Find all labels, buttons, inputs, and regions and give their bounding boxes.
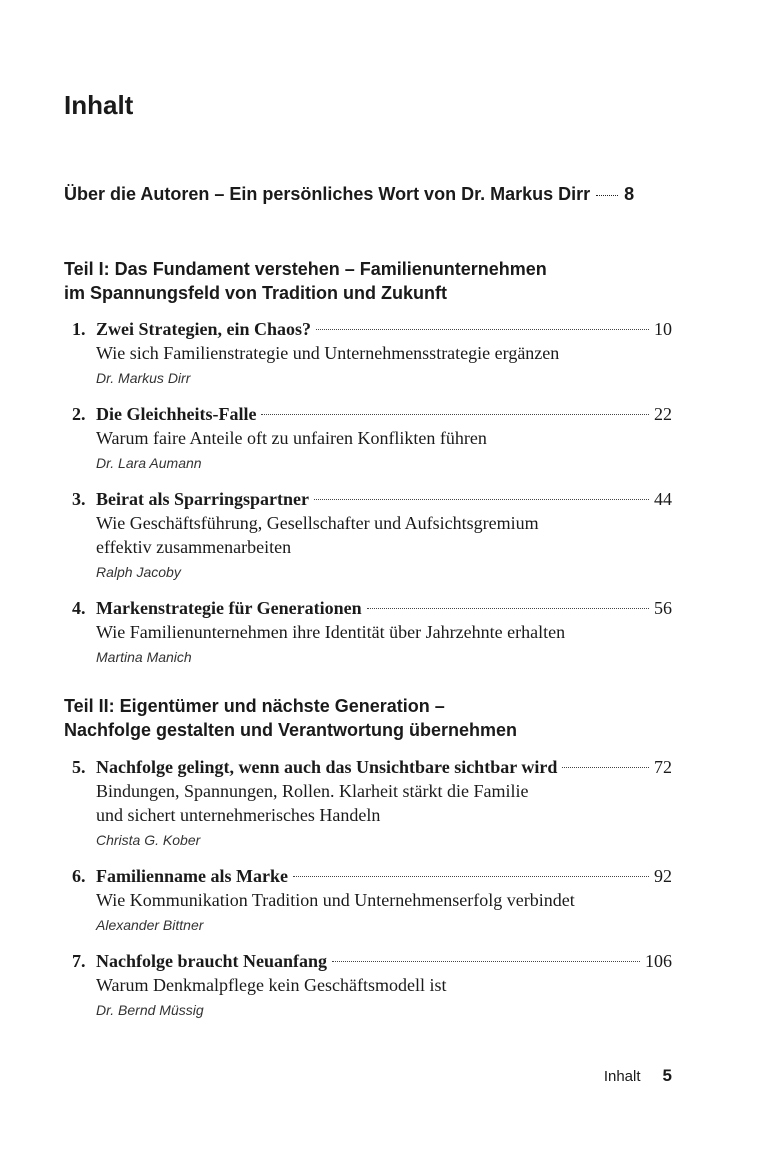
chapter-subtitle — [96, 973, 672, 997]
page-title: Inhalt — [64, 90, 134, 120]
chapter-subtitle — [96, 779, 672, 827]
toc-entry-3[interactable] — [72, 487, 672, 580]
subtitle-line: Warum faire Anteile oft zu unfairen Konflikten führen — [96, 428, 487, 448]
toc-entry-2[interactable] — [72, 402, 672, 471]
chapter-number: 5. — [72, 757, 86, 777]
chapter-title: Beirat als Sparringspartner — [96, 489, 309, 509]
part-heading-1 — [64, 257, 664, 305]
chapter-page: 10 — [654, 319, 672, 339]
subtitle-line: Wie Familienunternehmen ihre Identität über Jahrzehnte erhalten — [96, 622, 566, 642]
chapter-title: Zwei Strategien, ein Chaos? — [96, 319, 311, 339]
chapter-author: Alexander Bittner — [96, 917, 204, 933]
subtitle-line: Wie Kommunikation Tradition und Unternehmenserfolg verbindet — [96, 890, 575, 910]
subtitle-line: Wie sich Familienstrategie und Unternehmensstrategie ergänzen — [96, 343, 560, 363]
chapter-subtitle — [96, 620, 672, 644]
footer-label: Inhalt — [603, 1068, 641, 1085]
chapter-subtitle — [96, 426, 672, 450]
toc-entry-5[interactable] — [72, 755, 672, 848]
chapter-subtitle — [96, 511, 672, 559]
dot-leader — [293, 876, 649, 877]
intro-entry[interactable] — [64, 184, 672, 205]
chapter-author: Christa G. Kober — [96, 832, 201, 848]
dot-leader — [562, 767, 649, 768]
toc-entry-4[interactable] — [72, 596, 672, 665]
chapter-number: 7. — [72, 951, 86, 971]
intro-title: Über die Autoren – Ein persönliches Wort von Dr. Markus Dirr — [64, 184, 591, 204]
chapter-author: Dr. Markus Dirr — [96, 370, 191, 386]
toc-entry-6[interactable] — [72, 864, 672, 933]
dot-leader — [261, 414, 649, 415]
chapter-author: Ralph Jacoby — [96, 564, 181, 580]
chapter-number: 4. — [72, 598, 86, 618]
chapter-number: 3. — [72, 489, 86, 509]
subtitle-line: Wie Geschäftsführung, Gesellschafter und Aufsichtsgremium — [96, 513, 539, 533]
part-heading-line: Nachfolge gestalten und Verantwortung übernehmen — [64, 720, 518, 740]
chapter-author: Dr. Bernd Müssig — [96, 1002, 204, 1018]
chapter-number: 1. — [72, 319, 86, 339]
chapter-page: 22 — [654, 404, 672, 424]
chapter-page: 44 — [654, 489, 672, 509]
subtitle-line: Warum Denkmalpflege kein Geschäftsmodell ist — [96, 975, 447, 995]
chapter-number: 6. — [72, 866, 86, 886]
chapter-title: Markenstrategie für Generationen — [96, 598, 362, 618]
chapter-number: 2. — [72, 404, 86, 424]
part-heading-line: Teil II: Eigentümer und nächste Generation – — [64, 696, 445, 716]
part-heading-line: Teil I: Das Fundament verstehen – Familienunternehmen — [64, 259, 547, 279]
page-footer — [560, 1066, 672, 1086]
dot-leader — [314, 499, 649, 500]
chapter-author: Martina Manich — [96, 649, 192, 665]
subtitle-line: Bindungen, Spannungen, Rollen. Klarheit stärkt die Familie — [96, 781, 529, 801]
part-heading-2 — [64, 694, 664, 742]
chapter-title: Die Gleichheits-Falle — [96, 404, 257, 424]
dot-leader — [367, 608, 649, 609]
chapter-subtitle — [96, 888, 672, 912]
chapter-author: Dr. Lara Aumann — [96, 455, 202, 471]
chapter-page: 72 — [654, 757, 672, 777]
chapter-page: 106 — [645, 951, 672, 971]
chapter-title: Nachfolge gelingt, wenn auch das Unsichtbare sichtbar wird — [96, 757, 558, 777]
dot-leader — [316, 329, 649, 330]
part-heading-line: im Spannungsfeld von Tradition und Zukunft — [64, 283, 447, 303]
chapter-title: Nachfolge braucht Neuanfang — [96, 951, 328, 971]
toc-entry-7[interactable] — [72, 949, 672, 1018]
dot-leader — [332, 961, 640, 962]
page-number: 5 — [662, 1066, 672, 1085]
intro-page: 8 — [624, 184, 635, 204]
chapter-page: 56 — [654, 598, 672, 618]
chapter-subtitle — [96, 341, 672, 365]
toc-entry-1[interactable] — [72, 317, 672, 386]
chapter-page: 92 — [654, 866, 672, 886]
chapter-title: Familienname als Marke — [96, 866, 288, 886]
dot-leader — [596, 195, 618, 196]
subtitle-line: und sichert unternehmerisches Handeln — [96, 805, 381, 825]
subtitle-line: effektiv zusammenarbeiten — [96, 537, 292, 557]
